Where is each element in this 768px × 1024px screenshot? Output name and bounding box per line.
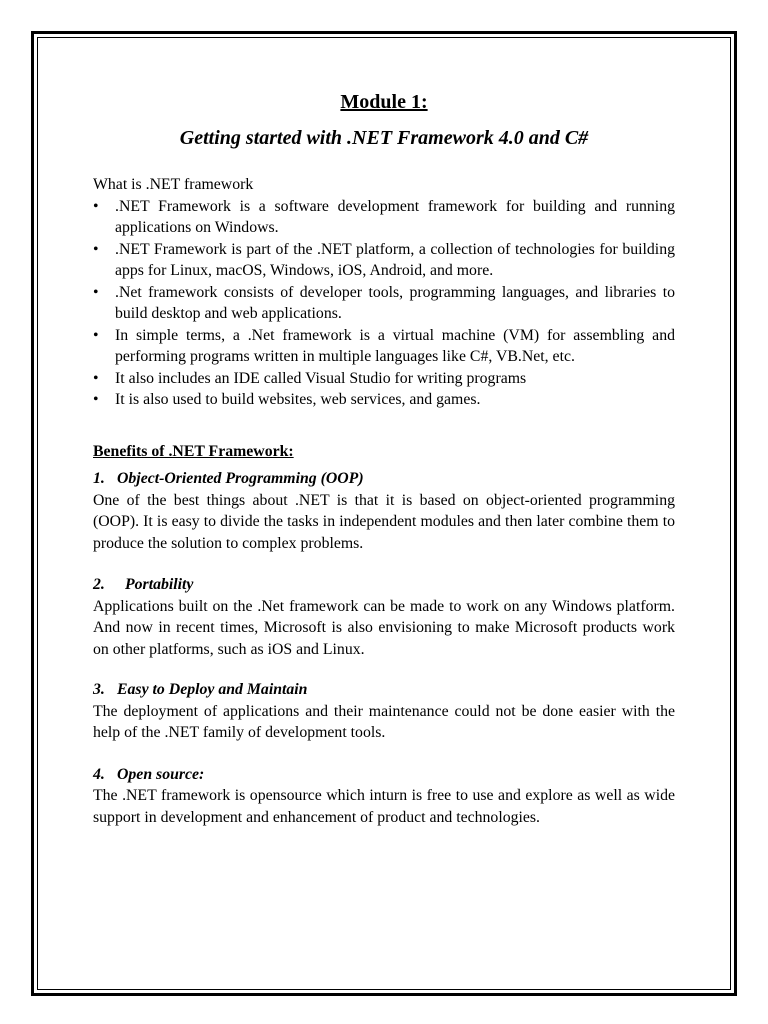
bullet-icon: • — [93, 391, 99, 408]
bullet-item — [93, 368, 675, 390]
bullet-text: It is also used to build websites, web services, and games. — [115, 391, 481, 408]
bullet-icon: • — [93, 197, 99, 215]
section-heading — [93, 679, 675, 701]
definition-bullet-list — [93, 196, 675, 411]
bullet-icon: • — [93, 283, 99, 301]
bullet-text: It also includes an IDE called Visual Studio for writing programs — [115, 369, 527, 387]
section-number: 3. — [93, 681, 105, 698]
bullet-item — [93, 196, 675, 239]
benefit-section-portability — [93, 574, 675, 660]
bullet-item — [93, 282, 675, 325]
section-body: The deployment of applications and their maintenance could not be done easier with the help of the .NET family of development tools. — [93, 702, 675, 741]
section-title: Portability — [125, 576, 194, 593]
benefits-heading: Benefits of .NET Framework: — [93, 442, 294, 460]
section-number: 1. — [93, 470, 105, 487]
bullet-text: .NET Framework is a software development framework for building and running applications on Windows. — [115, 197, 675, 236]
module-title: Module 1: — [340, 91, 428, 113]
bullet-icon: • — [93, 326, 99, 344]
bullet-text: .Net framework consists of developer tools, programming languages, and libraries to build desktop and web applications. — [115, 283, 675, 322]
section-body: Applications built on the .Net framework can be made to work on any Windows platform. And now in recent times, Microsoft is also envisioning to make Microsoft products work on other platforms, such as iOS and Linux. — [93, 597, 675, 658]
benefit-section-deploy — [93, 679, 675, 744]
section-body: One of the best things about .NET is that it is based on object-oriented programming (OOP). It is easy to divide the tasks in independent modules and then later combine them to produce the solution to complex problems. — [93, 491, 675, 552]
bullet-item — [93, 325, 675, 368]
section-heading — [93, 468, 675, 490]
benefit-section-oop — [93, 468, 675, 554]
benefit-section-open-source — [93, 764, 675, 829]
what-is-label: What is .NET framework — [93, 176, 254, 193]
section-body: The .NET framework is opensource which inturn is free to use and explore as well as wide support in development and enhancement of product and technologies. — [93, 787, 675, 826]
section-heading — [93, 764, 675, 786]
document-body — [93, 88, 675, 828]
section-title: Object-Oriented Programming (OOP) — [117, 470, 364, 487]
section-heading — [93, 574, 675, 596]
bullet-item — [93, 389, 675, 411]
bullet-text: In simple terms, a .Net framework is a virtual machine (VM) for assembling and performing programs written in multiple languages like C#, VB.Net, etc. — [115, 326, 675, 365]
bullet-icon: • — [93, 240, 99, 258]
bullet-icon: • — [93, 369, 99, 387]
section-title: Easy to Deploy and Maintain — [117, 681, 308, 698]
section-number: 2. — [93, 576, 105, 593]
bullet-item — [93, 239, 675, 282]
section-title: Open source: — [117, 765, 205, 783]
bullet-text: .NET Framework is part of the .NET platform, a collection of technologies for building apps for Linux, macOS, Windows, iOS, Android, and more. — [115, 240, 675, 279]
document-subtitle: Getting started with .NET Framework 4.0 and C# — [179, 127, 589, 149]
section-number: 4. — [93, 765, 105, 783]
